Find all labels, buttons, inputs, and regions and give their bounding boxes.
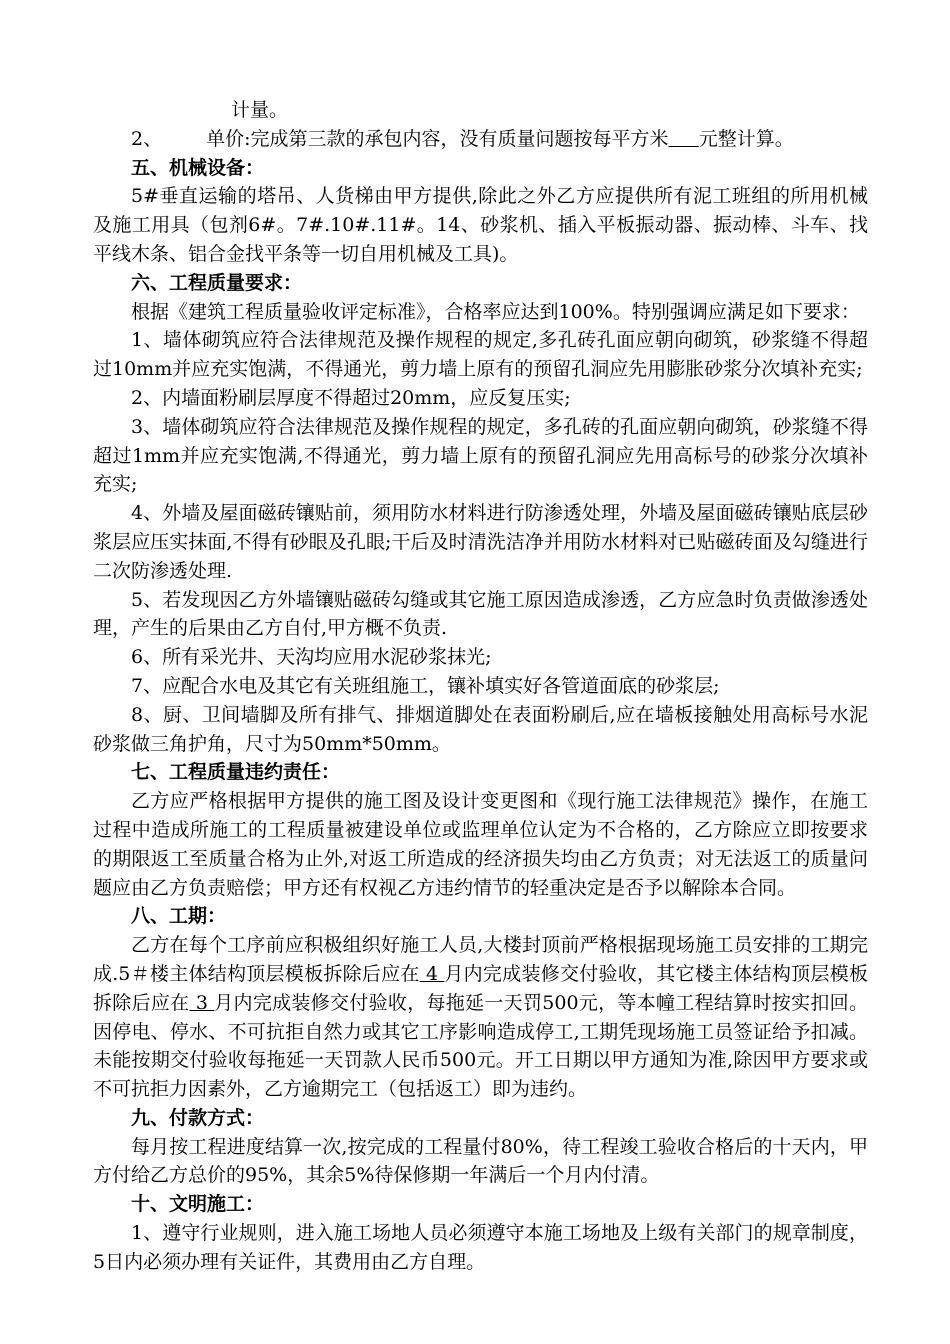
section-6-item: 4、外墙及屋面磁砖镶贴前，须用防水材料进行防渗透处理，外墙及屋面磁砖镶贴底层砂浆层应压实抹面,不得有砂眼及孔眼;干后及时清洗洁净并用防水材料对已贴磁砖面及勾缝进行二次防渗透处理. — [93, 502, 868, 582]
section-8-text: 月内完成装修交付验收，每拖延一天罚500元，等本幢工程结算时按实扣回。因停电、停水、不可抗拒自然力或其它工序影响造成停工,工期凭现场施工员签证给予扣减。未能按期交付验收每拖延一天罚款人民币500元。开工日期以甲方通知为准,除因甲方要求或不可抗拒力因素外，乙方逾期完工（包括返工）即为违约。 — [93, 991, 868, 1101]
clause-text: 单价:完成第三款的承包内容，没有质量问题按每平方米 — [206, 127, 669, 150]
month-value-2: 3 — [189, 991, 215, 1014]
section-5-heading: 五、机械设备： — [131, 156, 265, 179]
measure-text: 计量。 — [231, 99, 289, 121]
section-6-item: 6、所有采光井、天沟均应用水泥砂浆抹光; — [131, 646, 492, 669]
section-6-item: 8、厨、卫间墙脚及所有排气、排烟道脚处在表面粉刷后,应在墙板接触处用高标号水泥砂浆做三角护角，尺寸为50mm*50mm。 — [93, 703, 868, 755]
measure-line — [93, 96, 868, 125]
section-7-heading: 七、工程质量违约责任： — [131, 761, 341, 784]
clause-tail: 元整计算。 — [698, 127, 794, 150]
section-6-item: 2、内墙面粉刷层厚度不得超过20mm，应反复压实; — [131, 386, 571, 409]
section-6-item: 3、墙体砌筑应符合法律规范及操作规程的规定，多孔砖的孔面应朝向砌筑，砂浆缝不得超过1mm并应充实饱满,不得通光，剪力墙上原有的预留孔洞应先用高标号的砂浆分次填补充实; — [93, 415, 868, 496]
contract-text — [93, 96, 868, 1277]
section-6-heading: 六、工程质量要求： — [131, 271, 303, 294]
section-9-heading: 九、付款方式： — [131, 1106, 265, 1129]
section-5-body: 5#垂直运输的塔吊、人货梯由甲方提供,除此之外乙方应提供所有泥工班组的所用机械及施工用具（包剂6#。7#.10#.11#。14、砂浆机、插入平板振动器、振动棒、斗车、找平线木条、铝合金找平条等一切自用机械及工具)。 — [93, 185, 868, 265]
section-6-item: 5、若发现因乙方外墙镶贴磁砖勾缝或其它施工原因造成渗透，乙方应急时负责做渗透处理，产生的后果由乙方自付,甲方概不负责. — [93, 588, 868, 640]
section-10-heading: 十、文明施工： — [131, 1193, 265, 1216]
month-value-1: 4 — [419, 962, 445, 985]
clause-number: 2、 — [131, 127, 163, 150]
unit-price-clause — [93, 125, 868, 154]
section-8-text: 乙方在每个工序前应积极组织好施工人员,大楼封顶前严格根据现场施工员安排的工期完成.5＃楼主体结构顶层模板拆除后应在 — [93, 934, 868, 985]
section-9-body: 每月按工程进度结算一次,按完成的工程量付80%，待工程竣工验收合格后的十天内，甲方付给乙方总价的95%，其余5%待保修期一年满后一个月内付清。 — [93, 1135, 868, 1187]
section-8-heading: 八、工期： — [131, 905, 227, 928]
section-8-text: 月内完成装修交付验收，其它楼主体结构顶层模板拆除后应在 — [93, 962, 868, 1014]
section-6-item: 7、应配合水电及其它有关班组施工，镶补填实好各管道面底的砂浆层; — [131, 674, 720, 697]
section-6-item: 1、墙体砌筑应符合法律规范及操作规程的规定,多孔砖孔面应朝向砌筑，砂浆缝不得超过10mm并应充实饱满，不得通光，剪力墙上原有的预留孔洞应先用膨胀砂浆分次填补充实; — [93, 329, 868, 381]
section-6-intro: 根据《建筑工程质量验收评定标准》，合格率应达到100%。特别强调应满足如下要求： — [131, 300, 860, 323]
section-10-item: 1、遵守行业规则，进入施工场地人员必须遵守本施工场地及上级有关部门的规章制度，5日内必须办理有关证件，其费用由乙方自理。 — [93, 1222, 868, 1273]
section-7-body: 乙方应严格根据甲方提供的施工图及设计变更图和《现行施工法律规范》操作，在施工过程中造成所施工的工程质量被建设单位或监理单位认定为不合格的，乙方除应立即按要求的期限返工至质量合格为止外,对返工所造成的经济损失均由乙方负责；对无法返工的质量问题应由乙方负责赔偿；甲方还有权视乙方违约情节的轻重决定是否予以解除本合同。 — [93, 790, 868, 899]
section-8-body — [93, 931, 868, 1104]
price-blank — [669, 128, 699, 150]
